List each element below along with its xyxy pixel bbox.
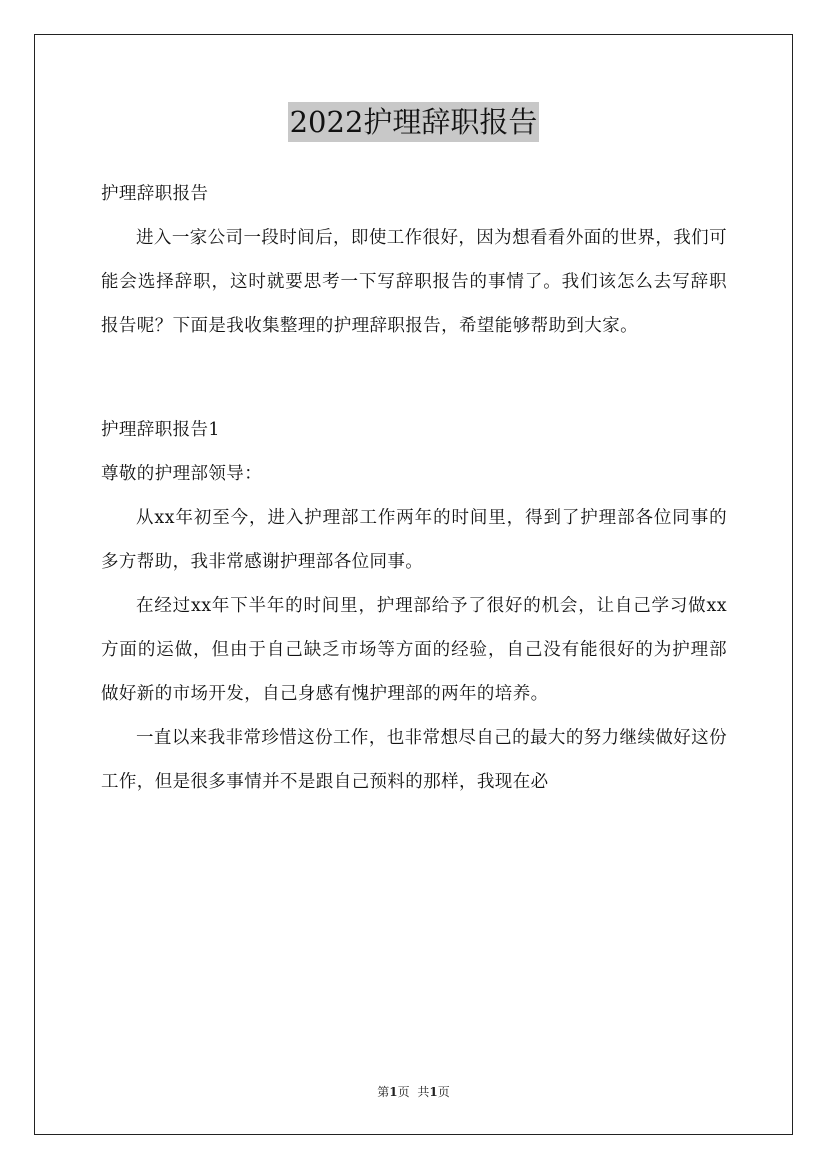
page-prefix: 第 — [377, 1085, 390, 1099]
page-footer — [0, 1084, 827, 1100]
title-container — [0, 102, 827, 142]
section-title: 护理辞职报告1 — [101, 420, 220, 440]
document-subtitle: 护理辞职报告 — [101, 184, 209, 204]
page-suffix: 页 — [397, 1085, 410, 1099]
body-paragraph-2: 在经过xx年下半年的时间里，护理部给予了很好的机会，让自己学习做xx方面的运做，但由于自己缺乏市场等方面的经验，自己没有能很好的为护理部做好新的市场开发，自己身感有愧护理部的两年的培养。 — [101, 596, 727, 704]
document-title: 2022护理辞职报告 — [288, 102, 540, 142]
body-paragraph-3: 一直以来我非常珍惜这份工作，也非常想尽自己的最大的努力继续做好这份工作，但是很多事情并不是跟自己预料的那样，我现在必 — [101, 728, 727, 792]
total-suffix: 页 — [437, 1085, 450, 1099]
page-number: 1 — [389, 1085, 398, 1099]
intro-paragraph: 进入一家公司一段时间后，即使工作很好，因为想看看外面的世界，我们可能会选择辞职，这时就要思考一下写辞职报告的事情了。我们该怎么去写辞职报告呢？下面是我收集整理的护理辞职报告，希望能够帮助到大家。 — [101, 228, 727, 336]
body-paragraph-1: 从xx年初至今，进入护理部工作两年的时间里，得到了护理部各位同事的多方帮助，我非常感谢护理部各位同事。 — [101, 508, 727, 572]
total-prefix: 共 — [417, 1085, 430, 1099]
total-pages: 1 — [429, 1085, 438, 1099]
document-body — [101, 172, 727, 804]
blank-spacer — [101, 348, 727, 408]
salutation: 尊敬的护理部领导： — [101, 464, 263, 484]
